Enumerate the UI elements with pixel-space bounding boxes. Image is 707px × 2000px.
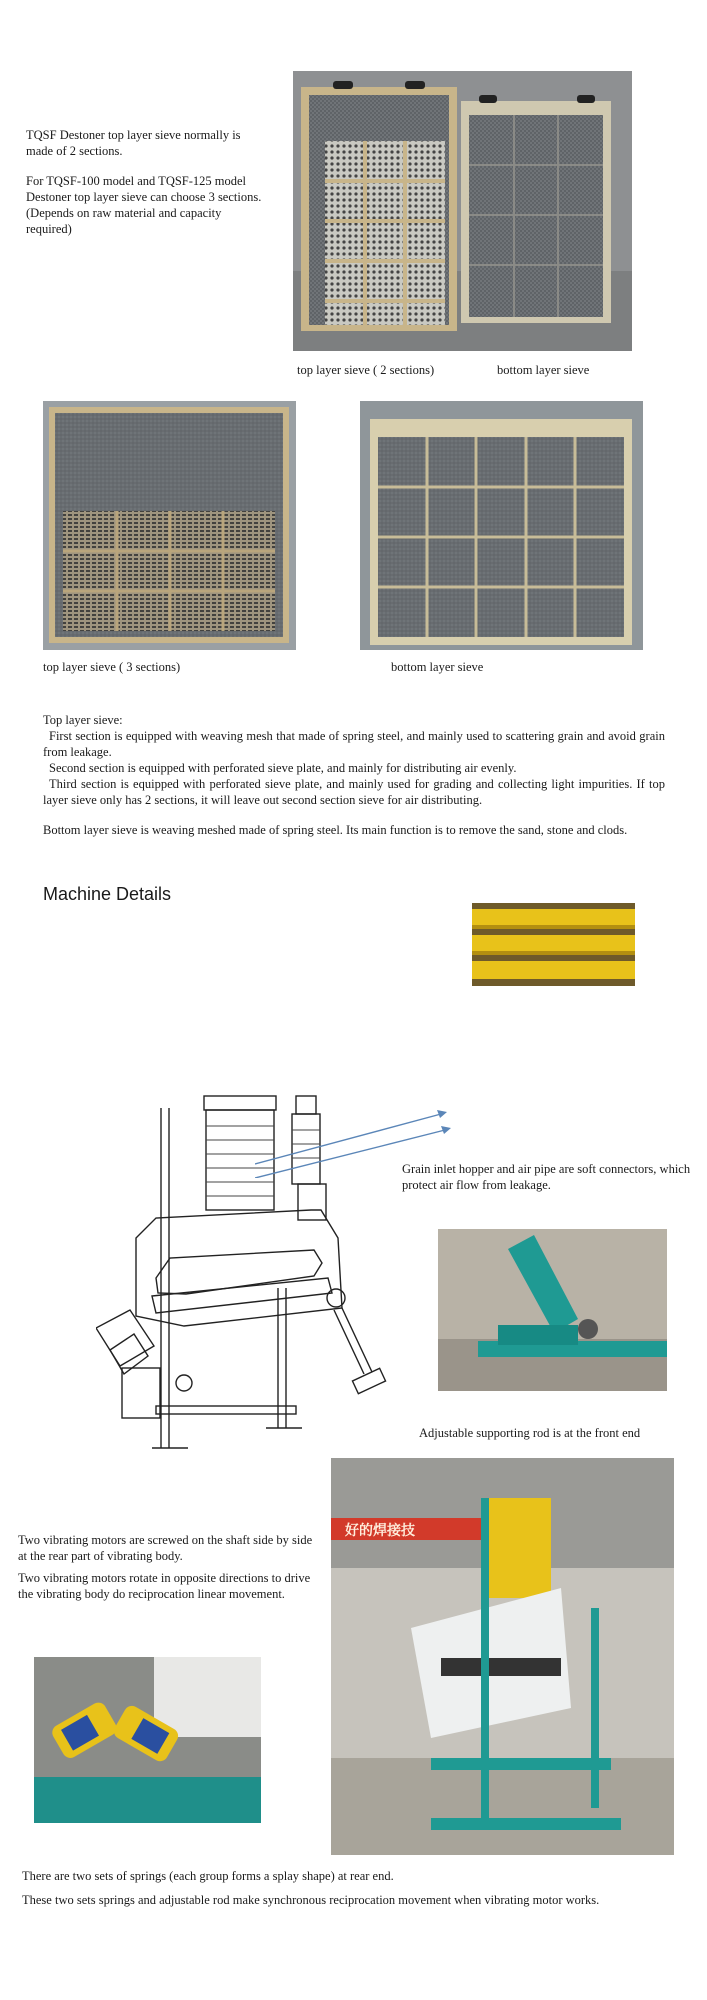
connector-note: Grain inlet hopper and air pipe are soft connectors, which protect air flow from leakage.: [402, 1162, 691, 1192]
bottom-sieve-photo: [360, 401, 643, 650]
description-bottom: Bottom layer sieve is weaving meshed made of spring steel. Its main function is to remove the sand, stone and clods.: [43, 823, 628, 837]
three-section-sieve-photo: [43, 401, 296, 650]
springs-notes: [22, 1868, 702, 1908]
two-sieves-photo: [293, 71, 632, 351]
caption-bottom-sieve: bottom layer sieve: [497, 363, 590, 377]
description-second: Second section is equipped with perforated sieve plate, and mainly for distributing air evenly.: [49, 761, 517, 775]
soft-connector-photo: [472, 903, 635, 986]
springs-note-2: These two sets springs and adjustable rod make synchronous reciprocation movement when vibrating motor works.: [22, 1893, 600, 1907]
intro-text: [26, 127, 266, 237]
description-first: First section is equipped with weaving mesh that made of spring steel, and mainly used to scattering grain and avoid grain from leakage.: [43, 729, 665, 759]
rod-note: Adjustable supporting rod is at the front end: [419, 1426, 641, 1440]
motors-note-1: Two vibrating motors are screwed on the shaft side by side at the rear part of vibrating body.: [18, 1533, 313, 1563]
supporting-rod-photo: [438, 1229, 667, 1391]
springs-note-1: There are two sets of springs (each group forms a splay shape) at rear end.: [22, 1869, 394, 1883]
description-third: Third section is equipped with perforated sieve plate, and mainly used for grading and collecting light impurities. If top layer sieve only has 2 sections, it will leave out second section sieve for air distributing.: [43, 777, 665, 807]
machine-photo: [331, 1458, 674, 1855]
intro-paragraph: TQSF Destoner top layer sieve normally is made of 2 sections.: [26, 128, 241, 158]
vibrating-motors-photo: [34, 1657, 261, 1823]
intro-paragraph: (Depends on raw material and capacity required): [26, 206, 222, 236]
sieve-description: [43, 712, 665, 838]
caption-top-two-sections: top layer sieve ( 2 sections): [297, 363, 435, 377]
banner-text: 好的焊接技: [345, 1522, 415, 1538]
motors-note-2: Two vibrating motors rotate in opposite directions to drive the vibrating body do reciprocation linear movement.: [18, 1571, 311, 1601]
caption-bottom-sieve-2: bottom layer sieve: [391, 660, 484, 674]
intro-paragraph: For TQSF-100 model and TQSF-125 model Destoner top layer sieve can choose 3 sections.: [26, 174, 262, 204]
machine-details-title: Machine Details: [43, 884, 172, 904]
caption-top-three-sections: top layer sieve ( 3 sections): [43, 660, 181, 674]
description-heading: Top layer sieve:: [43, 713, 123, 727]
motors-notes: [18, 1532, 318, 1602]
